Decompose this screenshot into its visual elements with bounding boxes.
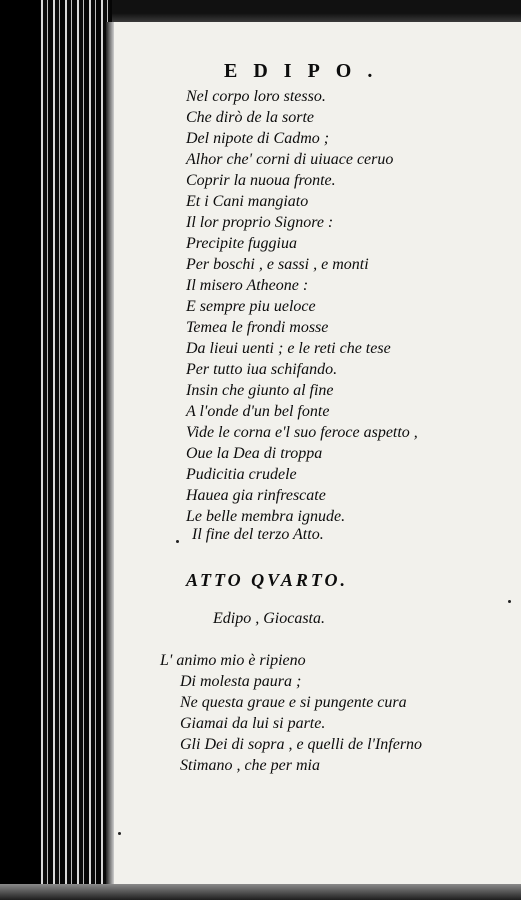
act-title: ATTO QVARTO.: [186, 570, 349, 590]
running-head: EDIPO.: [224, 60, 389, 82]
verse-line: Pudicitia crudele: [186, 466, 297, 483]
character-list: Edipo , Giocasta.: [213, 610, 325, 627]
verse-line: Di molesta paura ;: [180, 673, 302, 690]
verse-line: Insin che giunto al fine: [186, 382, 334, 399]
verse-line: Che dirò de la sorte: [186, 109, 314, 126]
verse-line: A l'onde d'un bel fonte: [186, 403, 330, 420]
ink-speck: [508, 600, 511, 603]
verse-line: Per boschi , e sassi , e monti: [186, 256, 369, 273]
verse-block-2: [160, 650, 422, 776]
verse-line: Coprir la nuoua fronte.: [186, 172, 336, 189]
verse-line: Gli Dei di sopra , e quelli de l'Inferno: [180, 736, 423, 753]
verse-line: Le belle membra ignude.: [186, 508, 346, 525]
verse-line: Da lieui uenti ; e le reti che tese: [186, 340, 391, 357]
verse-line: Il misero Atheone :: [186, 277, 309, 294]
verse-line: L' animo mio è ripieno: [160, 652, 306, 669]
ink-speck: [176, 540, 179, 543]
verse-line: Per tutto iua schifando.: [186, 361, 338, 378]
verse-line: Del nipote di Cadmo ;: [186, 130, 330, 147]
verse-line: Precipite fuggiua: [186, 235, 297, 252]
verse-line: Hauea gia rinfrescate: [186, 487, 326, 504]
verse-line: Stimano , che per mia: [180, 757, 320, 774]
verse-line: Oue la Dea di troppa: [186, 445, 323, 462]
verse-line: E sempre piu ueloce: [186, 298, 316, 315]
ink-speck: [118, 832, 121, 835]
verse-line: Alhor che' corni di uiuace ceruo: [186, 151, 394, 168]
act-end-note: Il fine del terzo Atto.: [192, 526, 324, 543]
verse-line: Vide le corna e'l suo feroce aspetto ,: [186, 424, 418, 441]
verse-line: Temea le frondi mosse: [186, 319, 329, 336]
verse-block-1: [186, 86, 418, 527]
verse-line: Et i Cani mangiato: [186, 193, 309, 210]
verse-line: Il lor proprio Signore :: [186, 214, 334, 231]
verse-line: Nel corpo loro stesso.: [186, 88, 326, 105]
verse-line: Ne questa graue e si pungente cura: [180, 694, 407, 711]
verse-line: Giamai da lui si parte.: [180, 715, 326, 732]
